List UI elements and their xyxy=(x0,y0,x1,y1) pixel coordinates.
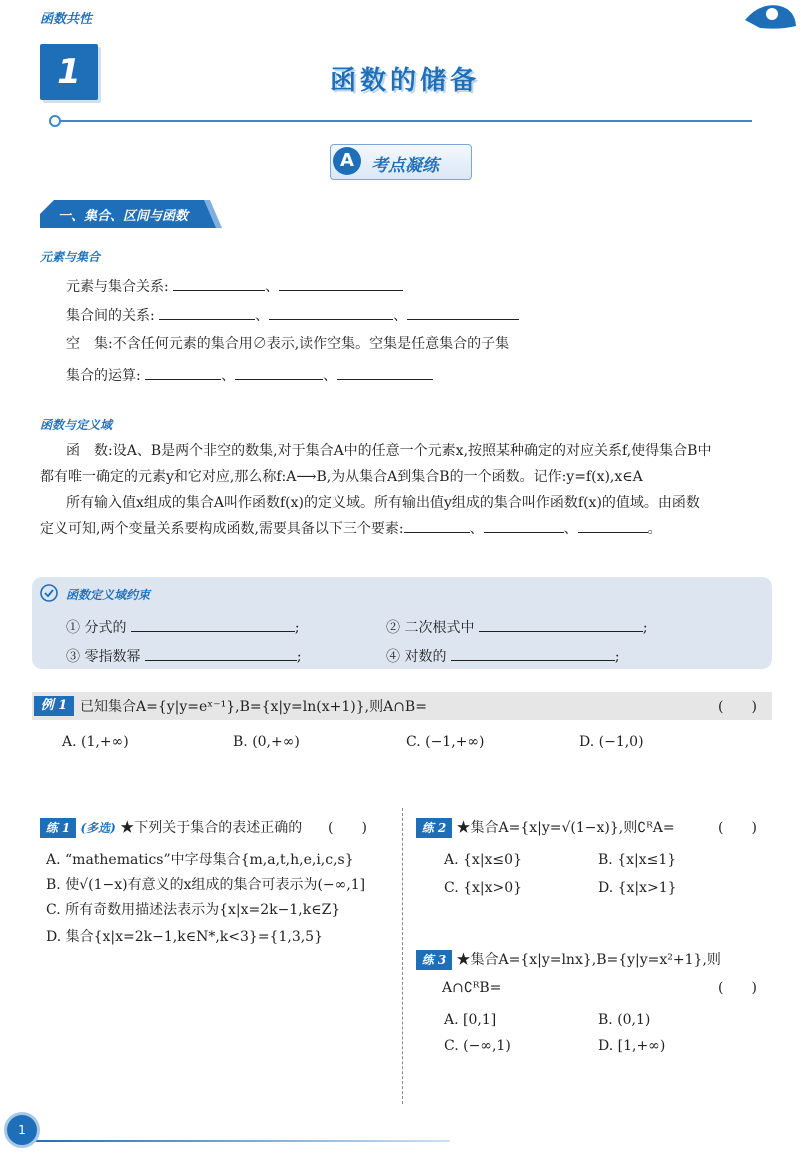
section-badge xyxy=(330,144,472,180)
blank xyxy=(407,305,519,320)
note-label: ④ 对数的 xyxy=(386,649,447,665)
practice3-option: D. [1,+∞) xyxy=(598,1038,666,1054)
practice3-option: A. [0,1] xyxy=(444,1012,497,1028)
rule-dot xyxy=(49,115,61,127)
heading-elements-sets: 元素与集合 xyxy=(40,250,101,264)
practice2-option: B. {x|x≤1} xyxy=(598,852,677,868)
chapter-title: 函数的储备 xyxy=(329,66,480,96)
blank xyxy=(484,518,564,533)
note-item-1 xyxy=(66,617,300,638)
period: 。 xyxy=(647,521,662,537)
practice1-option: A. “mathematics”中字母集合{m,a,t,h,e,i,c,s} xyxy=(46,852,354,868)
semi: ; xyxy=(642,620,648,636)
note-label: ③ 零指数幂 xyxy=(66,649,141,665)
practice1-option: D. 集合{x|x=2k−1,k∈N*,k<3}={1,3,5} xyxy=(46,929,323,945)
blank xyxy=(451,646,615,661)
practice3-header xyxy=(416,950,721,970)
para-line: 函 数:设A、B是两个非空的数集,对于集合A中的任意一个元素x,按照某种确定的对应关系f,使得集合B中 xyxy=(66,443,712,459)
line-empty-set: 空 集:不含任何元素的集合用∅表示,读作空集。空集是任意集合的子集 xyxy=(66,336,510,352)
ribbon-label: 一、集合、区间与函数 xyxy=(58,209,189,224)
column-divider xyxy=(402,808,403,1104)
practice1-paren: ( ) xyxy=(328,820,367,836)
note-heading: 函数定义域约束 xyxy=(66,588,151,602)
sep: 、 xyxy=(265,279,280,295)
practice2-paren: ( ) xyxy=(718,820,757,836)
practice1-header xyxy=(40,818,302,838)
practice3-question-cont: A∩∁ᴿB= xyxy=(442,980,502,996)
footer-rule xyxy=(30,1140,450,1142)
practice2-option: D. {x|x>1} xyxy=(598,880,677,896)
chapter-number: 1 xyxy=(40,44,98,100)
label-set-operations: 集合的运算: xyxy=(66,368,141,384)
section-label: 考点凝练 xyxy=(371,156,439,176)
example-option: B. (0,+∞) xyxy=(233,734,300,750)
blank xyxy=(145,365,221,380)
function-definition xyxy=(40,438,775,542)
blank xyxy=(269,305,393,320)
corner-logo-icon xyxy=(740,0,800,32)
note-label: ① 分式的 xyxy=(66,620,127,636)
multi-select-label: (多选) xyxy=(80,821,116,835)
blank xyxy=(337,365,433,380)
example-option: C. (−1,+∞) xyxy=(406,734,485,750)
example-paren: ( ) xyxy=(718,699,757,715)
blank xyxy=(145,646,297,661)
note-label: ② 二次根式中 xyxy=(386,620,475,636)
page-number: 1 xyxy=(4,1112,40,1148)
sep: 、 xyxy=(323,368,338,384)
blank xyxy=(131,617,295,632)
series-tag: 函数共性 xyxy=(40,12,93,27)
example-option: A. (1,+∞) xyxy=(62,734,129,750)
practice3-option: B. (0,1) xyxy=(598,1012,651,1028)
note-item-3 xyxy=(66,646,302,667)
practice1-option: B. 使√(1−x)有意义的x组成的集合可表示为(−∞,1] xyxy=(46,877,366,893)
example-tag: 例 1 xyxy=(34,696,74,716)
blank xyxy=(578,518,648,533)
practice2-option: A. {x|x≤0} xyxy=(444,852,522,868)
semi: ; xyxy=(614,649,620,665)
para-line xyxy=(40,516,775,542)
practice3-paren: ( ) xyxy=(718,980,757,996)
practice1-question: ★下列关于集合的表述正确的 xyxy=(120,820,303,836)
practice1-tag: 练 1 xyxy=(40,818,76,838)
sep: 、 xyxy=(221,368,236,384)
check-icon xyxy=(40,584,58,602)
title-rule xyxy=(56,120,752,122)
practice3-tag: 练 3 xyxy=(416,950,452,970)
sep: 、 xyxy=(393,308,408,324)
blank xyxy=(479,617,643,632)
note-item-2 xyxy=(386,617,648,638)
practice3-question: ★集合A={x|y=lnx},B={y|y=x²+1},则 xyxy=(456,952,721,968)
label-set-relation: 集合间的关系: xyxy=(66,308,155,324)
practice2-header xyxy=(416,818,675,838)
heading-function-domain: 函数与定义域 xyxy=(40,418,113,432)
blank xyxy=(173,276,265,291)
para-line: 所有输入值x组成的集合A叫作函数f(x)的定义域。所有输出值y组成的集合叫作函数f(x)的值域。由函数 xyxy=(66,495,700,511)
practice2-option: C. {x|x>0} xyxy=(444,880,523,896)
blank xyxy=(404,518,470,533)
label-element-relation: 元素与集合关系: xyxy=(66,279,169,295)
example-option: D. (−1,0) xyxy=(579,734,644,750)
practice1-option: C. 所有奇数用描述法表示为{x|x=2k−1,k∈Z} xyxy=(46,902,341,918)
section-letter: A xyxy=(333,147,361,175)
line-set-relation xyxy=(66,305,519,326)
line-element-relation xyxy=(66,276,403,297)
semi: ; xyxy=(296,649,302,665)
semi: ; xyxy=(294,620,300,636)
sep: 、 xyxy=(469,521,484,537)
practice2-tag: 练 2 xyxy=(416,818,452,838)
blank xyxy=(159,305,255,320)
sep: 、 xyxy=(563,521,578,537)
example-question: 已知集合A={y|y=eˣ⁻¹},B={x|y=ln(x+1)},则A∩B= xyxy=(80,699,427,715)
para-text: 定义可知,两个变量关系要构成函数,需要具备以下三个要素: xyxy=(40,521,404,537)
practice3-option: C. (−∞,1) xyxy=(444,1038,511,1054)
practice2-question: ★集合A={x|y=√(1−x)},则∁ᴿA= xyxy=(456,820,675,836)
blank xyxy=(235,365,323,380)
para-line: 都有唯一确定的元素y和它对应,那么称f:A⟶B,为从集合A到集合B的一个函数。记作:y=f(x),x∈A xyxy=(40,469,643,485)
blank xyxy=(279,276,403,291)
note-item-4 xyxy=(386,646,620,667)
sep: 、 xyxy=(255,308,270,324)
line-set-operations xyxy=(66,365,433,386)
